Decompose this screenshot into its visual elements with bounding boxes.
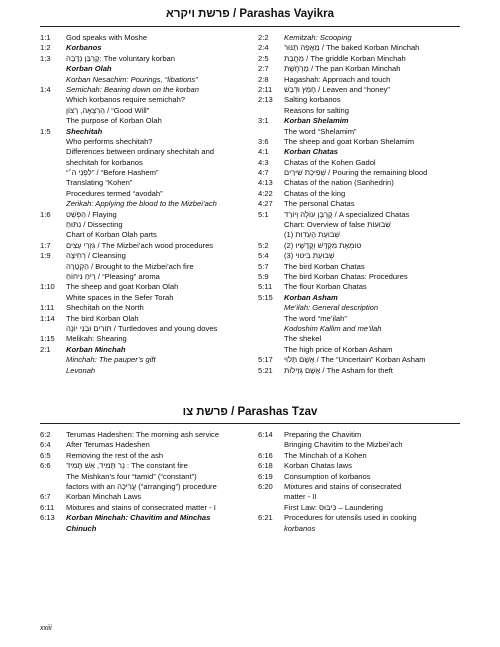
entry-title: אָשָׁם גְּזֵילוֹת / The Asham for theft	[284, 365, 393, 375]
toc-entry	[258, 75, 460, 85]
verse-ref: 1:2	[40, 43, 51, 53]
verse-ref: 2:8	[258, 74, 269, 84]
toc-entry	[40, 137, 254, 147]
toc-entry	[258, 33, 460, 43]
toc-entry	[40, 503, 254, 513]
entry-title: מַאֲפֵה תַנּוּר / The baked Korban Minchah	[284, 43, 420, 53]
toc-entry	[258, 137, 460, 147]
verse-ref: 5:11	[258, 282, 273, 292]
verse-ref: 1:7	[40, 240, 51, 250]
verse-ref: 6:20	[258, 481, 273, 491]
toc-entry	[258, 472, 460, 482]
verse-ref	[40, 262, 66, 272]
entry-title: Korban Chatas	[284, 147, 339, 157]
toc-entry	[258, 451, 460, 461]
toc-entry	[258, 230, 460, 240]
toc-entry	[40, 482, 254, 492]
entry-title: Korban Chatas laws	[284, 461, 352, 471]
verse-ref: 5:2	[258, 240, 269, 250]
toc-entry	[258, 366, 460, 376]
entry-title: matter - II	[284, 492, 317, 502]
toc-entry	[40, 334, 254, 344]
toc-entry	[258, 461, 460, 471]
entry-title: The purpose of Korban Olah	[66, 116, 162, 126]
toc-entry	[258, 168, 460, 178]
verse-ref	[258, 106, 284, 116]
entry-title: “לִפְנֵי ה׳” / “Before Hashem”	[66, 168, 159, 178]
verse-ref	[40, 482, 66, 492]
toc-entry	[258, 314, 460, 324]
verse-ref: 6:14	[258, 430, 273, 439]
verse-ref	[258, 230, 284, 240]
verse-ref	[40, 355, 66, 365]
section-rule	[40, 26, 460, 27]
verse-ref	[258, 492, 284, 502]
verse-ref	[258, 220, 284, 230]
verse-ref	[40, 524, 66, 534]
entry-title: Semichah: Bearing down on the korban	[66, 84, 199, 94]
entry-title: Reasons for salting	[284, 105, 350, 115]
toc-entry	[258, 178, 460, 188]
entry-title: Shechitah on the North	[66, 303, 144, 313]
entry-title: White spaces in the Sefer Torah	[66, 292, 174, 302]
verse-ref: 1:3	[40, 53, 51, 63]
toc-entry	[40, 189, 254, 199]
toc-entry	[40, 127, 254, 137]
verse-ref	[258, 314, 284, 324]
toc-entry	[258, 241, 460, 251]
toc-entry	[258, 147, 460, 157]
verse-ref: 1:11	[40, 303, 55, 313]
entry-title: Removing the rest of the ash	[66, 450, 164, 460]
vayikra-right-column	[258, 33, 460, 376]
entry-title: The bird Korban Chatas: Procedures	[284, 271, 408, 281]
toc-entry	[40, 85, 254, 95]
entry-title: Korbanos	[66, 43, 102, 53]
verse-ref: 6:4	[40, 440, 51, 450]
entry-title: Terumas Hadeshen: The morning ash service	[66, 430, 220, 439]
toc-entry	[258, 262, 460, 272]
toc-entry	[40, 64, 254, 74]
entry-title: Korban Olah	[66, 64, 112, 74]
toc-entry	[40, 472, 254, 482]
entry-title: Chatas of the king	[284, 188, 346, 198]
verse-ref: 5:15	[258, 292, 273, 302]
section-rule	[40, 423, 460, 424]
entry-title: The shekel	[284, 334, 322, 344]
verse-ref: 5:17	[258, 355, 273, 365]
entry-title: The sheep and goat Korban Olah	[66, 282, 179, 292]
entry-title: The flour Korban Chatas	[284, 282, 367, 292]
toc-entry	[40, 492, 254, 502]
verse-ref	[40, 230, 66, 240]
verse-ref: 2:11	[258, 84, 273, 94]
toc-entry	[40, 33, 254, 43]
toc-entry	[40, 282, 254, 292]
verse-ref	[258, 503, 284, 513]
toc-entry	[258, 199, 460, 209]
toc-entry	[258, 251, 460, 261]
tzav-right-column	[258, 430, 460, 534]
verse-ref: 2:2	[258, 33, 269, 42]
toc-entry	[40, 345, 254, 355]
entry-title: Kodoshim Kallim and me’ilah	[284, 323, 382, 333]
toc-entry	[258, 95, 460, 105]
verse-ref: 6:21	[258, 513, 273, 523]
verse-ref: 3:1	[258, 116, 269, 126]
toc-entry	[258, 440, 460, 450]
toc-entry	[40, 106, 254, 116]
verse-ref	[40, 272, 66, 282]
toc-entry	[258, 492, 460, 502]
verse-ref: 1:15	[40, 334, 55, 344]
verse-ref: 6:11	[40, 502, 55, 512]
toc-entry	[40, 272, 254, 282]
entry-title: טוּמְאַת מִקְדָּשׁ וְקָדָשָׁיו (2)	[284, 240, 362, 250]
entry-title: אָשָׁם תָּלוּי / The “Uncertain” Korban Asham	[284, 355, 426, 365]
entry-title: Korban Nesachim: Pourings, “libations”	[66, 74, 198, 84]
verse-ref	[40, 64, 66, 74]
entry-title: גִּזְרֵי עֵצִים / The Mizbei’ach wood procedures	[66, 240, 214, 250]
verse-ref: 2:5	[258, 53, 269, 63]
entry-title: Me’ilah: General description	[284, 303, 379, 313]
entry-title: Differences between ordinary shechitah and	[66, 147, 215, 157]
entry-title: קָרְבָּן עוֹלֶה וְיוֹרֵד / A specialized Chatas	[284, 209, 410, 219]
entry-title: קָרְבַּן נְדָבָה: The voluntary korban	[66, 53, 176, 63]
verse-ref	[40, 116, 66, 126]
verse-ref	[40, 366, 66, 376]
entry-title: תּוֹרִים וּבְנֵי יוֹנָה / Turtledoves and young doves	[66, 323, 218, 333]
verse-ref: 5:4	[258, 251, 269, 261]
toc-entry	[258, 116, 460, 126]
verse-ref: 6:7	[40, 492, 51, 502]
toc-entry	[258, 158, 460, 168]
entry-title: Levonah	[66, 365, 96, 375]
verse-ref	[40, 199, 66, 209]
toc-entry	[258, 43, 460, 53]
verse-ref: 6:5	[40, 450, 51, 460]
entry-title: Who performs shechitah?	[66, 136, 153, 146]
toc-entry	[40, 178, 254, 188]
toc-entry	[258, 210, 460, 220]
entry-title: שְׁבוּעַת בִּיטּוּי (3)	[284, 251, 335, 261]
verse-ref	[258, 334, 284, 344]
toc-entry	[40, 220, 254, 230]
verse-ref: 2:7	[258, 64, 269, 74]
entry-title: Translating “Kohen”	[66, 178, 133, 188]
entry-title: factors with an עֲרִיכָה (“arranging”) procedure	[66, 481, 217, 491]
verse-ref	[258, 324, 284, 334]
entry-title: The bird Korban Olah	[66, 313, 139, 323]
page-number: xxiii	[40, 625, 52, 632]
toc-entry	[258, 334, 460, 344]
toc-entry	[258, 54, 460, 64]
verse-ref: 2:13	[258, 95, 273, 105]
entry-title: The word “Shelamim”	[284, 126, 357, 136]
verse-ref: 4:3	[258, 157, 269, 167]
toc-entry	[258, 503, 460, 513]
entry-title: Mixtures and stains of consecrated matter - I	[66, 502, 216, 512]
entry-title: Chinuch	[66, 523, 97, 533]
entry-title: נֵר תָּמִיד, אֵשׁ תָּמִיד : The constant fire	[66, 461, 188, 471]
verse-ref: 1:6	[40, 209, 51, 219]
toc-entry	[40, 461, 254, 471]
entry-title: God speaks with Moshe	[66, 33, 148, 42]
toc-entry	[40, 293, 254, 303]
toc-entry	[40, 116, 254, 126]
entry-title: Kemitzah: Scooping	[284, 33, 352, 42]
entry-title: הַפְשֵׁט / Flaying	[66, 209, 117, 219]
toc-entry	[40, 324, 254, 334]
entry-title: מַחֲבַת / The griddle Korban Minchah	[284, 53, 406, 63]
entry-title: Procedures for utensils used in cooking	[284, 513, 417, 523]
toc-entry	[40, 314, 254, 324]
toc-entry	[40, 95, 254, 105]
entry-title: The word “me’ilah”	[284, 313, 347, 323]
toc-entry	[40, 75, 254, 85]
entry-title: Procedures termed “avodah”	[66, 188, 163, 198]
verse-ref: 1:10	[40, 282, 55, 292]
entry-title: Chart: Overview of false שְׁבוּעוֹת	[284, 220, 391, 230]
entry-title: הַרְצָאָה, רָצוֹן / “Good Will”	[66, 105, 150, 115]
verse-ref: 4:27	[258, 199, 273, 209]
toc-entry	[40, 451, 254, 461]
verse-ref: 4:1	[258, 147, 269, 157]
verse-ref	[40, 75, 66, 85]
verse-ref	[258, 127, 284, 137]
verse-ref	[40, 324, 66, 334]
entry-title: Korban Asham	[284, 292, 338, 302]
entry-title: Melikah: Shearing	[66, 334, 127, 344]
verse-ref	[40, 178, 66, 188]
entry-title: korbanos	[284, 523, 316, 533]
verse-ref: 6:16	[258, 450, 273, 460]
verse-ref	[40, 293, 66, 303]
verse-ref	[258, 303, 284, 313]
verse-ref: 4:22	[258, 188, 273, 198]
entry-title: Chart of Korban Olah parts	[66, 230, 157, 240]
verse-ref: 1:4	[40, 84, 51, 94]
verse-ref: 1:1	[40, 33, 51, 42]
verse-ref	[40, 106, 66, 116]
verse-ref: 1:9	[40, 251, 51, 261]
verse-ref: 2:4	[258, 43, 269, 53]
entry-title: Bringing Chavitim to the Mizbei’ach	[284, 440, 403, 450]
verse-ref	[258, 440, 284, 450]
toc-entry	[258, 293, 460, 303]
verse-ref: 5:1	[258, 209, 269, 219]
toc-entry	[258, 282, 460, 292]
toc-entry	[40, 199, 254, 209]
verse-ref	[40, 95, 66, 105]
entry-title: The sheep and goat Korban Shelamim	[284, 136, 415, 146]
toc-entry	[258, 324, 460, 334]
entry-title: Salting korbanos	[284, 95, 341, 105]
toc-entry	[258, 85, 460, 95]
toc-entry	[40, 210, 254, 220]
verse-ref	[40, 147, 66, 157]
entry-title: The Mishkan’s four “tamid” (“constant”)	[66, 471, 197, 481]
entry-title: Preparing the Chavitim	[284, 430, 362, 439]
entry-title: שְׁפִיכַת שִׁירַיִם / Pouring the remaining blood	[284, 168, 428, 178]
entry-title: Mixtures and stains of consecrated	[284, 481, 402, 491]
verse-ref	[258, 345, 284, 355]
verse-ref: 1:5	[40, 126, 51, 136]
toc-entry	[40, 54, 254, 64]
toc-entry	[258, 127, 460, 137]
toc-entry	[258, 220, 460, 230]
entry-title: The high price of Korban Asham	[284, 344, 393, 354]
entry-title: Shechitah	[66, 126, 103, 136]
toc-entry	[40, 430, 254, 440]
verse-ref	[40, 220, 66, 230]
toc-entry	[40, 230, 254, 240]
toc-entry	[40, 440, 254, 450]
toc-entry	[258, 303, 460, 313]
verse-ref: 2:1	[40, 344, 51, 354]
entry-title: The bird Korban Chatas	[284, 261, 365, 271]
verse-ref: 5:21	[258, 365, 273, 375]
verse-ref	[40, 472, 66, 482]
verse-ref: 6:2	[40, 430, 51, 439]
toc-entry	[40, 251, 254, 261]
toc-entry	[40, 513, 254, 523]
toc-entry	[40, 355, 254, 365]
toc-entry	[258, 189, 460, 199]
entry-title: רְחִיצָה / Cleansing	[66, 251, 126, 261]
verse-ref: 5:9	[258, 271, 269, 281]
verse-ref: 3:6	[258, 136, 269, 146]
entry-title: First Law: כִּיבּוּס – Laundering	[284, 502, 383, 512]
toc-entry	[258, 482, 460, 492]
toc-entry	[258, 272, 460, 282]
toc-entry	[40, 524, 254, 534]
toc-entry	[40, 262, 254, 272]
toc-entry	[40, 147, 254, 157]
section-title-tzav: פרשת צו / Parashas Tzav	[182, 406, 318, 418]
section-title-vayikra: פרשת ויקרא / Parashas Vayikra	[166, 8, 334, 20]
verse-ref	[40, 158, 66, 168]
entry-title: The personal Chatas	[284, 199, 355, 209]
entry-title: נִתּוּחַ / Dissecting	[66, 220, 123, 230]
entry-title: מַרְחֶשֶׁת / The pan Korban Minchah	[284, 64, 401, 74]
entry-title: Korban Minchah: Chavitim and Minchas	[66, 513, 211, 523]
verse-ref: 6:18	[258, 461, 273, 471]
entry-title: After Terumas Hadeshen	[66, 440, 150, 450]
toc-entry	[40, 168, 254, 178]
entry-title: חָמֵץ וּדְבַשׁ / Leaven and “honey”	[284, 84, 390, 94]
verse-ref	[258, 524, 284, 534]
toc-entry	[258, 345, 460, 355]
verse-ref: 4:7	[258, 168, 269, 178]
verse-ref	[40, 168, 66, 178]
toc-entry	[40, 43, 254, 53]
verse-ref: 6:19	[258, 471, 273, 481]
toc-entry	[40, 303, 254, 313]
verse-ref: 6:6	[40, 461, 51, 471]
entry-title: רֵיחַ נִיחוֹחַ / “Pleasing” aroma	[66, 271, 160, 281]
toc-entry	[258, 355, 460, 365]
toc-entry	[258, 430, 460, 440]
toc-entry	[40, 158, 254, 168]
entry-title: הַקְטָרָה / Brought to the Mizbei’ach fire	[66, 261, 194, 271]
toc-entry	[258, 524, 460, 534]
entry-title: Zerikah: Applying the blood to the Mizbei’ach	[66, 199, 217, 209]
entry-title: Korban Minchah Laws	[66, 492, 142, 502]
entry-title: Minchah: The pauper’s gift	[66, 355, 156, 365]
entry-title: Chatas of the nation (Sanhedrin)	[284, 178, 394, 188]
toc-entry	[258, 106, 460, 116]
entry-title: Hagashah: Approach and touch	[284, 74, 391, 84]
toc-entry	[40, 366, 254, 376]
verse-ref: 5:7	[258, 261, 269, 271]
verse-ref: 1:14	[40, 313, 55, 323]
tzav-left-column	[40, 430, 254, 534]
entry-title: Korban Minchah	[66, 344, 126, 354]
entry-title: Korban Shelamim	[284, 116, 349, 126]
entry-title: The Minchah of a Kohen	[284, 450, 367, 460]
toc-entry	[40, 241, 254, 251]
toc-entry	[258, 64, 460, 74]
vayikra-left-column	[40, 33, 254, 376]
verse-ref: 4:13	[258, 178, 273, 188]
entry-title: shechitah for korbanos	[66, 157, 143, 167]
entry-title: שְׁבוּעַת הָעֵדוּת (1)	[284, 230, 340, 240]
entry-title: Chatas of the Kohen Gadol	[284, 157, 376, 167]
toc-entry	[258, 513, 460, 523]
entry-title: Which korbanos require semichah?	[66, 95, 186, 105]
verse-ref	[40, 189, 66, 199]
verse-ref	[40, 137, 66, 147]
entry-title: Consumption of korbanos	[284, 471, 371, 481]
verse-ref: 6:13	[40, 513, 55, 523]
